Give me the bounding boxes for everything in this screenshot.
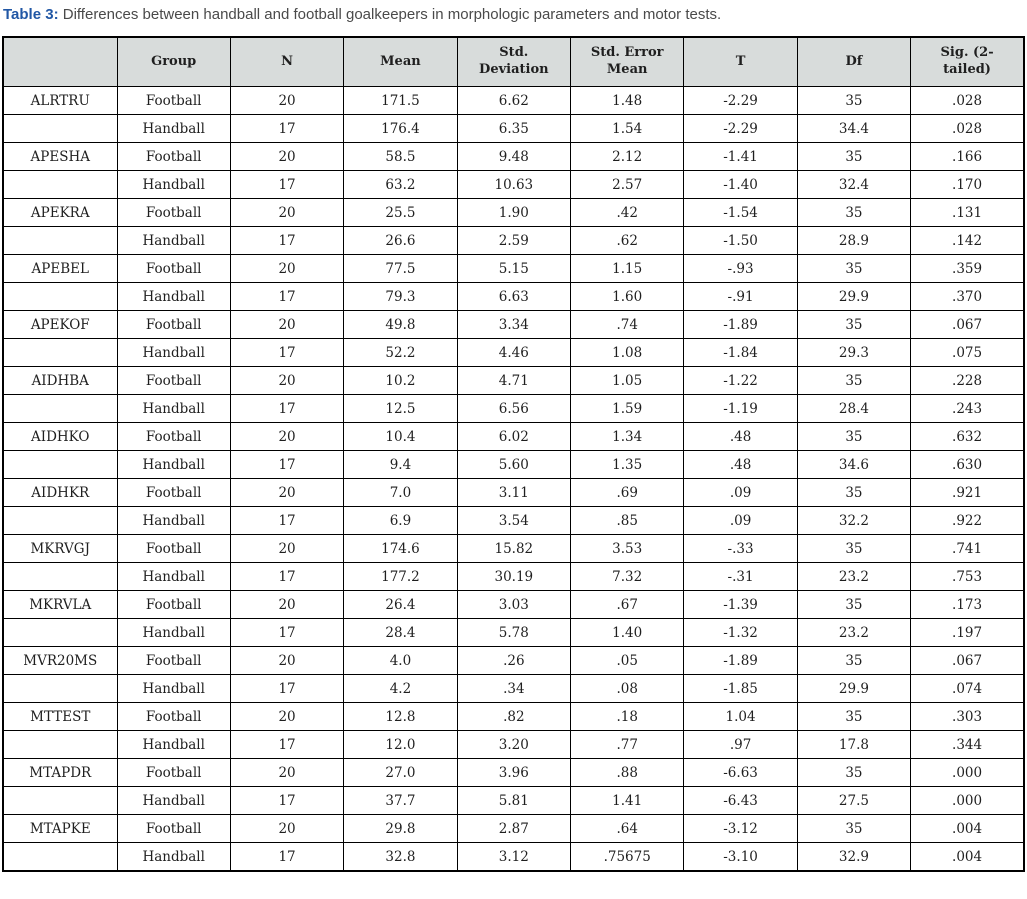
table-cell-mean: 4.0 bbox=[344, 647, 457, 675]
table-cell-n: 17 bbox=[230, 115, 343, 143]
table-cell-t: -1.84 bbox=[684, 339, 797, 367]
table-cell-n: 17 bbox=[230, 227, 343, 255]
table-cell-t: -1.89 bbox=[684, 311, 797, 339]
table-cell-parameter bbox=[3, 339, 117, 367]
table-cell-parameter: MVR20MS bbox=[3, 647, 117, 675]
table-cell-t: -.33 bbox=[684, 535, 797, 563]
table-cell-std_deviation: 5.78 bbox=[457, 619, 570, 647]
table-cell-parameter: MKRVLA bbox=[3, 591, 117, 619]
table-cell-group: Handball bbox=[117, 283, 230, 311]
table-cell-df: 29.3 bbox=[797, 339, 910, 367]
table-row bbox=[3, 843, 1024, 872]
table-cell-sig: .067 bbox=[911, 647, 1024, 675]
table-cell-df: 35 bbox=[797, 143, 910, 171]
table-cell-t: .97 bbox=[684, 731, 797, 759]
table-cell-sig: .922 bbox=[911, 507, 1024, 535]
table-cell-sig: .067 bbox=[911, 311, 1024, 339]
table-row bbox=[3, 675, 1024, 703]
table-cell-group: Football bbox=[117, 311, 230, 339]
table-cell-df: 23.2 bbox=[797, 619, 910, 647]
table-cell-group: Football bbox=[117, 535, 230, 563]
table-cell-group: Handball bbox=[117, 227, 230, 255]
table-cell-std_deviation: .34 bbox=[457, 675, 570, 703]
table-cell-group: Handball bbox=[117, 675, 230, 703]
table-cell-parameter: MTAPDR bbox=[3, 759, 117, 787]
table-cell-sig: .142 bbox=[911, 227, 1024, 255]
table-row bbox=[3, 367, 1024, 395]
table-cell-mean: 12.5 bbox=[344, 395, 457, 423]
table-cell-parameter: ALRTRU bbox=[3, 87, 117, 115]
table-cell-sig: .344 bbox=[911, 731, 1024, 759]
table-cell-df: 35 bbox=[797, 703, 910, 731]
table-caption-text: Differences between handball and football goalkeepers in morphologic parameters and motor tests. bbox=[58, 6, 722, 23]
table-cell-parameter bbox=[3, 171, 117, 199]
table-cell-df: 28.4 bbox=[797, 395, 910, 423]
table-cell-group: Football bbox=[117, 815, 230, 843]
table-cell-std_deviation: 3.11 bbox=[457, 479, 570, 507]
table-cell-df: 35 bbox=[797, 87, 910, 115]
table-cell-n: 20 bbox=[230, 759, 343, 787]
column-header: Std. Deviation bbox=[457, 37, 570, 87]
table-cell-std_error_mean: .75675 bbox=[571, 843, 684, 872]
table-cell-parameter: AIDHKR bbox=[3, 479, 117, 507]
table-cell-df: 17.8 bbox=[797, 731, 910, 759]
table-cell-df: 32.2 bbox=[797, 507, 910, 535]
header-row bbox=[3, 37, 1024, 87]
table-cell-std_error_mean: 2.12 bbox=[571, 143, 684, 171]
table-cell-n: 17 bbox=[230, 731, 343, 759]
table-cell-group: Football bbox=[117, 423, 230, 451]
table-cell-df: 27.5 bbox=[797, 787, 910, 815]
table-cell-t: -.91 bbox=[684, 283, 797, 311]
table-cell-sig: .632 bbox=[911, 423, 1024, 451]
table-cell-df: 35 bbox=[797, 367, 910, 395]
table-cell-mean: 27.0 bbox=[344, 759, 457, 787]
table-cell-df: 29.9 bbox=[797, 675, 910, 703]
table-cell-df: 35 bbox=[797, 815, 910, 843]
table-cell-sig: .000 bbox=[911, 759, 1024, 787]
table-cell-t: -2.29 bbox=[684, 87, 797, 115]
table-cell-parameter: APESHA bbox=[3, 143, 117, 171]
table-cell-n: 17 bbox=[230, 283, 343, 311]
table-cell-mean: 58.5 bbox=[344, 143, 457, 171]
table-cell-group: Football bbox=[117, 87, 230, 115]
table-row bbox=[3, 479, 1024, 507]
table-cell-group: Handball bbox=[117, 339, 230, 367]
table-cell-t: .09 bbox=[684, 507, 797, 535]
column-header: Df bbox=[797, 37, 910, 87]
table-cell-t: -1.40 bbox=[684, 171, 797, 199]
table-row bbox=[3, 731, 1024, 759]
table-cell-std_error_mean: .62 bbox=[571, 227, 684, 255]
table-cell-sig: .303 bbox=[911, 703, 1024, 731]
table-cell-t: -.93 bbox=[684, 255, 797, 283]
table-cell-sig: .228 bbox=[911, 367, 1024, 395]
table-cell-mean: 77.5 bbox=[344, 255, 457, 283]
table-cell-parameter: APEKRA bbox=[3, 199, 117, 227]
table-cell-sig: .630 bbox=[911, 451, 1024, 479]
table-cell-group: Football bbox=[117, 591, 230, 619]
table-cell-t: .48 bbox=[684, 423, 797, 451]
table-cell-mean: 49.8 bbox=[344, 311, 457, 339]
table-cell-n: 17 bbox=[230, 451, 343, 479]
table-cell-std_error_mean: .74 bbox=[571, 311, 684, 339]
table-cell-mean: 10.4 bbox=[344, 423, 457, 451]
table-cell-sig: .243 bbox=[911, 395, 1024, 423]
table-cell-mean: 26.4 bbox=[344, 591, 457, 619]
table-cell-std_deviation: 4.71 bbox=[457, 367, 570, 395]
table-cell-n: 17 bbox=[230, 395, 343, 423]
table-cell-mean: 28.4 bbox=[344, 619, 457, 647]
table-cell-parameter bbox=[3, 451, 117, 479]
table-cell-std_deviation: 3.03 bbox=[457, 591, 570, 619]
table-cell-mean: 32.8 bbox=[344, 843, 457, 872]
table-row bbox=[3, 507, 1024, 535]
table-cell-n: 20 bbox=[230, 647, 343, 675]
table-cell-std_error_mean: 1.60 bbox=[571, 283, 684, 311]
table-cell-n: 20 bbox=[230, 367, 343, 395]
table-cell-mean: 4.2 bbox=[344, 675, 457, 703]
table-cell-df: 35 bbox=[797, 591, 910, 619]
table-cell-std_error_mean: .88 bbox=[571, 759, 684, 787]
table-cell-std_error_mean: .18 bbox=[571, 703, 684, 731]
table-cell-df: 34.4 bbox=[797, 115, 910, 143]
table-cell-n: 17 bbox=[230, 675, 343, 703]
table-cell-std_error_mean: .05 bbox=[571, 647, 684, 675]
table-cell-n: 20 bbox=[230, 815, 343, 843]
table-cell-t: -1.39 bbox=[684, 591, 797, 619]
table-cell-std_deviation: 1.90 bbox=[457, 199, 570, 227]
table-cell-std_deviation: 6.35 bbox=[457, 115, 570, 143]
table-cell-parameter bbox=[3, 619, 117, 647]
table-cell-std_deviation: .26 bbox=[457, 647, 570, 675]
table-cell-parameter: MKRVGJ bbox=[3, 535, 117, 563]
table-cell-parameter: APEBEL bbox=[3, 255, 117, 283]
table-caption bbox=[3, 5, 1027, 25]
table-cell-std_deviation: 6.63 bbox=[457, 283, 570, 311]
table-row bbox=[3, 563, 1024, 591]
table-cell-n: 17 bbox=[230, 843, 343, 872]
table-cell-parameter bbox=[3, 731, 117, 759]
table-cell-df: 35 bbox=[797, 255, 910, 283]
table-cell-group: Football bbox=[117, 367, 230, 395]
table-cell-std_error_mean: .69 bbox=[571, 479, 684, 507]
table-cell-std_deviation: 9.48 bbox=[457, 143, 570, 171]
column-header: Std. Error Mean bbox=[571, 37, 684, 87]
table-cell-n: 17 bbox=[230, 619, 343, 647]
table-cell-sig: .170 bbox=[911, 171, 1024, 199]
table-cell-sig: .004 bbox=[911, 843, 1024, 872]
table-cell-sig: .000 bbox=[911, 787, 1024, 815]
table-cell-parameter: MTTEST bbox=[3, 703, 117, 731]
table-cell-t: -3.12 bbox=[684, 815, 797, 843]
table-row bbox=[3, 535, 1024, 563]
table-row bbox=[3, 255, 1024, 283]
results-table bbox=[2, 36, 1025, 872]
table-cell-sig: .753 bbox=[911, 563, 1024, 591]
table-cell-mean: 12.8 bbox=[344, 703, 457, 731]
table-cell-std_deviation: 6.56 bbox=[457, 395, 570, 423]
table-cell-mean: 9.4 bbox=[344, 451, 457, 479]
table-cell-std_error_mean: 3.53 bbox=[571, 535, 684, 563]
table-cell-df: 35 bbox=[797, 423, 910, 451]
table-cell-group: Football bbox=[117, 703, 230, 731]
table-cell-std_error_mean: 1.40 bbox=[571, 619, 684, 647]
table-cell-std_error_mean: 1.59 bbox=[571, 395, 684, 423]
table-row bbox=[3, 227, 1024, 255]
table-row bbox=[3, 787, 1024, 815]
table-cell-t: -6.63 bbox=[684, 759, 797, 787]
table-cell-df: 32.4 bbox=[797, 171, 910, 199]
table-cell-df: 35 bbox=[797, 199, 910, 227]
table-cell-n: 17 bbox=[230, 507, 343, 535]
table-cell-parameter: AIDHKO bbox=[3, 423, 117, 451]
table-cell-t: -1.54 bbox=[684, 199, 797, 227]
table-caption-label: Table 3: bbox=[3, 6, 59, 23]
table-cell-t: -1.41 bbox=[684, 143, 797, 171]
table-cell-group: Handball bbox=[117, 115, 230, 143]
table-row bbox=[3, 423, 1024, 451]
table-cell-t: -6.43 bbox=[684, 787, 797, 815]
table-cell-group: Football bbox=[117, 479, 230, 507]
table-cell-df: 35 bbox=[797, 647, 910, 675]
table-cell-t: -1.19 bbox=[684, 395, 797, 423]
table-cell-t: -1.85 bbox=[684, 675, 797, 703]
table-row bbox=[3, 311, 1024, 339]
table-cell-t: .48 bbox=[684, 451, 797, 479]
table-cell-std_error_mean: .85 bbox=[571, 507, 684, 535]
table-cell-sig: .075 bbox=[911, 339, 1024, 367]
table-row bbox=[3, 143, 1024, 171]
table-cell-parameter: APEKOF bbox=[3, 311, 117, 339]
table-cell-group: Handball bbox=[117, 171, 230, 199]
table-cell-std_deviation: 3.12 bbox=[457, 843, 570, 872]
table-cell-group: Handball bbox=[117, 731, 230, 759]
table-cell-std_deviation: 15.82 bbox=[457, 535, 570, 563]
table-row bbox=[3, 395, 1024, 423]
table-cell-sig: .359 bbox=[911, 255, 1024, 283]
table-cell-group: Handball bbox=[117, 451, 230, 479]
table-cell-sig: .074 bbox=[911, 675, 1024, 703]
table-cell-mean: 177.2 bbox=[344, 563, 457, 591]
table-cell-sig: .004 bbox=[911, 815, 1024, 843]
table-cell-df: 28.9 bbox=[797, 227, 910, 255]
table-cell-df: 23.2 bbox=[797, 563, 910, 591]
table-cell-group: Handball bbox=[117, 787, 230, 815]
table-cell-group: Football bbox=[117, 647, 230, 675]
table-cell-std_deviation: 3.54 bbox=[457, 507, 570, 535]
table-cell-t: -1.32 bbox=[684, 619, 797, 647]
table-cell-std_deviation: 6.62 bbox=[457, 87, 570, 115]
table-cell-parameter bbox=[3, 563, 117, 591]
table-cell-mean: 7.0 bbox=[344, 479, 457, 507]
table-cell-mean: 52.2 bbox=[344, 339, 457, 367]
table-cell-df: 35 bbox=[797, 535, 910, 563]
table-cell-parameter bbox=[3, 787, 117, 815]
table-cell-t: -2.29 bbox=[684, 115, 797, 143]
table-cell-parameter bbox=[3, 395, 117, 423]
table-cell-parameter: AIDHBA bbox=[3, 367, 117, 395]
table-cell-df: 32.9 bbox=[797, 843, 910, 872]
table-cell-group: Handball bbox=[117, 563, 230, 591]
table-cell-n: 20 bbox=[230, 423, 343, 451]
table-cell-parameter bbox=[3, 115, 117, 143]
table-cell-sig: .197 bbox=[911, 619, 1024, 647]
table-cell-sig: .741 bbox=[911, 535, 1024, 563]
table-cell-std_error_mean: .67 bbox=[571, 591, 684, 619]
table-cell-n: 20 bbox=[230, 591, 343, 619]
table-cell-df: 35 bbox=[797, 759, 910, 787]
table-cell-n: 20 bbox=[230, 311, 343, 339]
column-header: Group bbox=[117, 37, 230, 87]
table-cell-parameter bbox=[3, 507, 117, 535]
table-row bbox=[3, 199, 1024, 227]
table-cell-std_error_mean: 2.57 bbox=[571, 171, 684, 199]
table-body bbox=[3, 87, 1024, 872]
table-cell-mean: 176.4 bbox=[344, 115, 457, 143]
table-cell-n: 17 bbox=[230, 171, 343, 199]
table-cell-df: 35 bbox=[797, 479, 910, 507]
table-cell-std_error_mean: 1.34 bbox=[571, 423, 684, 451]
column-header bbox=[3, 37, 117, 87]
table-cell-t: -3.10 bbox=[684, 843, 797, 872]
table-cell-mean: 10.2 bbox=[344, 367, 457, 395]
table-cell-sig: .173 bbox=[911, 591, 1024, 619]
table-cell-sig: .166 bbox=[911, 143, 1024, 171]
table-cell-mean: 29.8 bbox=[344, 815, 457, 843]
table-cell-df: 29.9 bbox=[797, 283, 910, 311]
table-cell-group: Handball bbox=[117, 507, 230, 535]
table-cell-std_deviation: 6.02 bbox=[457, 423, 570, 451]
table-cell-std_deviation: 5.81 bbox=[457, 787, 570, 815]
table-row bbox=[3, 619, 1024, 647]
table-cell-mean: 63.2 bbox=[344, 171, 457, 199]
table-cell-std_error_mean: 1.08 bbox=[571, 339, 684, 367]
table-cell-parameter bbox=[3, 843, 117, 872]
table-cell-sig: .028 bbox=[911, 87, 1024, 115]
table-cell-std_deviation: 3.96 bbox=[457, 759, 570, 787]
table-cell-std_deviation: 10.63 bbox=[457, 171, 570, 199]
table-cell-n: 20 bbox=[230, 535, 343, 563]
table-cell-sig: .131 bbox=[911, 199, 1024, 227]
table-row bbox=[3, 171, 1024, 199]
table-cell-std_error_mean: 1.15 bbox=[571, 255, 684, 283]
table-cell-group: Football bbox=[117, 759, 230, 787]
table-cell-group: Handball bbox=[117, 619, 230, 647]
table-cell-std_error_mean: .77 bbox=[571, 731, 684, 759]
table-cell-mean: 37.7 bbox=[344, 787, 457, 815]
table-cell-t: 1.04 bbox=[684, 703, 797, 731]
table-cell-std_error_mean: 1.35 bbox=[571, 451, 684, 479]
table-cell-std_error_mean: .42 bbox=[571, 199, 684, 227]
column-header: T bbox=[684, 37, 797, 87]
table-cell-n: 20 bbox=[230, 87, 343, 115]
table-cell-mean: 12.0 bbox=[344, 731, 457, 759]
column-header: Mean bbox=[344, 37, 457, 87]
table-cell-parameter: MTAPKE bbox=[3, 815, 117, 843]
table-cell-std_deviation: 30.19 bbox=[457, 563, 570, 591]
table-cell-std_deviation: .82 bbox=[457, 703, 570, 731]
table-cell-std_error_mean: 7.32 bbox=[571, 563, 684, 591]
table-cell-group: Football bbox=[117, 255, 230, 283]
table-cell-df: 35 bbox=[797, 311, 910, 339]
table-row bbox=[3, 339, 1024, 367]
table-cell-parameter bbox=[3, 283, 117, 311]
table-row bbox=[3, 759, 1024, 787]
table-cell-std_error_mean: .08 bbox=[571, 675, 684, 703]
table-cell-n: 20 bbox=[230, 255, 343, 283]
table-row bbox=[3, 451, 1024, 479]
table-cell-std_deviation: 4.46 bbox=[457, 339, 570, 367]
table-cell-mean: 6.9 bbox=[344, 507, 457, 535]
table-cell-n: 20 bbox=[230, 703, 343, 731]
table-row bbox=[3, 647, 1024, 675]
table-cell-std_error_mean: 1.05 bbox=[571, 367, 684, 395]
table-row bbox=[3, 115, 1024, 143]
table-cell-std_deviation: 2.87 bbox=[457, 815, 570, 843]
table-cell-std_error_mean: .64 bbox=[571, 815, 684, 843]
table-cell-n: 20 bbox=[230, 199, 343, 227]
table-cell-std_deviation: 2.59 bbox=[457, 227, 570, 255]
table-cell-n: 20 bbox=[230, 479, 343, 507]
table-cell-std_deviation: 5.60 bbox=[457, 451, 570, 479]
table-cell-n: 17 bbox=[230, 563, 343, 591]
table-cell-n: 20 bbox=[230, 143, 343, 171]
table-cell-sig: .921 bbox=[911, 479, 1024, 507]
table-cell-std_error_mean: 1.54 bbox=[571, 115, 684, 143]
table-cell-group: Football bbox=[117, 143, 230, 171]
table-cell-group: Handball bbox=[117, 395, 230, 423]
column-header: N bbox=[230, 37, 343, 87]
table-row bbox=[3, 815, 1024, 843]
table-cell-std_deviation: 5.15 bbox=[457, 255, 570, 283]
table-cell-group: Handball bbox=[117, 843, 230, 872]
table-cell-parameter bbox=[3, 675, 117, 703]
table-cell-std_deviation: 3.20 bbox=[457, 731, 570, 759]
table-cell-t: .09 bbox=[684, 479, 797, 507]
table-cell-t: -1.50 bbox=[684, 227, 797, 255]
table-row bbox=[3, 87, 1024, 115]
table-cell-t: -1.22 bbox=[684, 367, 797, 395]
table-cell-n: 17 bbox=[230, 787, 343, 815]
table-cell-group: Football bbox=[117, 199, 230, 227]
document-page bbox=[0, 5, 1027, 899]
table-cell-std_error_mean: 1.41 bbox=[571, 787, 684, 815]
column-header: Sig. (2-tailed) bbox=[911, 37, 1024, 87]
table-cell-mean: 25.5 bbox=[344, 199, 457, 227]
table-cell-sig: .370 bbox=[911, 283, 1024, 311]
table-cell-mean: 171.5 bbox=[344, 87, 457, 115]
table-cell-mean: 174.6 bbox=[344, 535, 457, 563]
table-cell-t: -1.89 bbox=[684, 647, 797, 675]
table-cell-mean: 79.3 bbox=[344, 283, 457, 311]
table-cell-std_deviation: 3.34 bbox=[457, 311, 570, 339]
table-row bbox=[3, 591, 1024, 619]
table-row bbox=[3, 283, 1024, 311]
table-cell-n: 17 bbox=[230, 339, 343, 367]
table-cell-std_error_mean: 1.48 bbox=[571, 87, 684, 115]
table-cell-sig: .028 bbox=[911, 115, 1024, 143]
table-cell-mean: 26.6 bbox=[344, 227, 457, 255]
table-row bbox=[3, 703, 1024, 731]
table-cell-t: -.31 bbox=[684, 563, 797, 591]
table-cell-parameter bbox=[3, 227, 117, 255]
table-cell-df: 34.6 bbox=[797, 451, 910, 479]
